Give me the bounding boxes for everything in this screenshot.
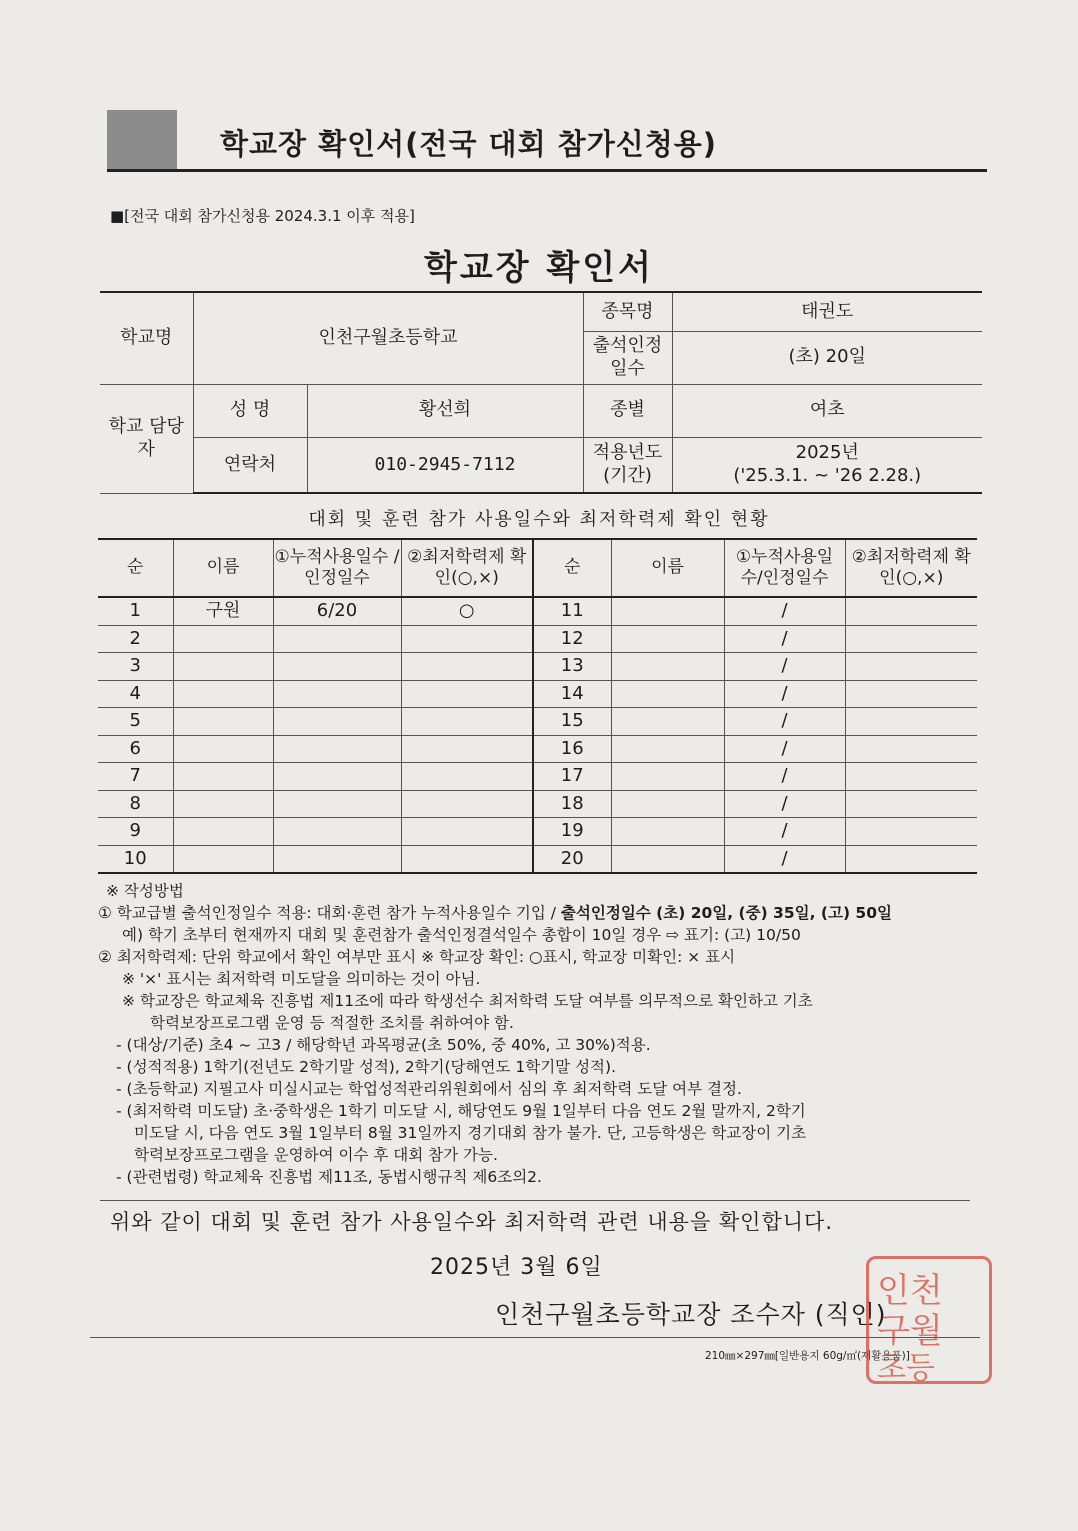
row-check: ○	[401, 597, 533, 625]
row-name	[173, 735, 273, 763]
school-label: 학교명	[100, 292, 193, 384]
col-check: ②최저학력제 확인(○,×)	[401, 539, 533, 597]
event-label: 종목명	[583, 292, 672, 331]
row-no: 9	[98, 818, 173, 846]
year-cell	[672, 437, 982, 493]
row-check	[401, 763, 533, 791]
row-name-right	[611, 845, 724, 873]
row-name	[173, 653, 273, 681]
col-check-right: ②최저학력제 확인(○,×)	[845, 539, 977, 597]
row-no: 7	[98, 763, 173, 791]
table-row	[98, 625, 977, 653]
table-row	[98, 597, 977, 625]
row-name-right	[611, 735, 724, 763]
row-check-right	[845, 625, 977, 653]
row-name-right	[611, 818, 724, 846]
note-2-sub2a: ※ 학교장은 학교체육 진흥법 제11조에 따라 학생선수 최저학력 도달 여부를 의무적으로 확인하고 기초	[122, 992, 813, 1010]
row-name	[173, 845, 273, 873]
row-days-right: /	[724, 735, 845, 763]
row-no-right: 16	[533, 735, 611, 763]
row-name-right	[611, 763, 724, 791]
row-days	[273, 845, 401, 873]
row-no: 8	[98, 790, 173, 818]
signature: 인천구월초등학교장 조수자 (직인)	[495, 1300, 887, 1329]
row-check	[401, 708, 533, 736]
table-row	[98, 653, 977, 681]
row-days	[273, 625, 401, 653]
row-check-right	[845, 790, 977, 818]
row-no: 4	[98, 680, 173, 708]
row-days: 6/20	[273, 597, 401, 625]
row-check	[401, 845, 533, 873]
row-days-right: /	[724, 653, 845, 681]
row-check	[401, 653, 533, 681]
table-row	[98, 790, 977, 818]
row-check-right	[845, 845, 977, 873]
year-value: 2025년	[795, 442, 859, 464]
table-row	[98, 845, 977, 873]
row-no: 6	[98, 735, 173, 763]
table-row	[98, 680, 977, 708]
row-name-right	[611, 597, 724, 625]
row-name-right	[611, 625, 724, 653]
row-check	[401, 790, 533, 818]
info-table	[100, 291, 982, 494]
note-2: ② 최저학력제: 단위 학교에서 확인 여부만 표시 ※ 학교장 확인: ○표시, 학교장 미확인: × 표시	[98, 948, 736, 966]
row-days	[273, 818, 401, 846]
detail-4b: 미도달 시, 다음 연도 3월 1일부터 8월 31일까지 경기대회 참가 불가. 단, 고등학생은 학교장이 기초	[134, 1124, 807, 1142]
row-check-right	[845, 818, 977, 846]
row-days-right: /	[724, 708, 845, 736]
paper-spec: 210㎜×297㎜[일반용지 60g/㎡(재활용품)]	[705, 1350, 910, 1362]
detail-4a: - (최저학력 미도달) 초·중학생은 1학기 미도달 시, 해당연도 9월 1일부터 다음 연도 2월 말까지, 2학기	[116, 1102, 806, 1120]
document-title: 학교장 확인서	[424, 248, 654, 288]
attendance-label: 출석인정 일수	[583, 331, 672, 384]
attendance-value: (초) 20일	[672, 331, 982, 384]
row-days-right: /	[724, 845, 845, 873]
record-header-row	[98, 539, 977, 597]
row-no-right: 14	[533, 680, 611, 708]
row-days-right: /	[724, 625, 845, 653]
note-1-bold: 출석인정일수 (초) 20일, (중) 35일, (고) 50일	[560, 904, 892, 922]
detail-2: - (성적적용) 1학기(전년도 2학기말 성적), 2학기(당해연도 1학기말 성적).	[116, 1058, 616, 1076]
row-days	[273, 763, 401, 791]
row-check-right	[845, 597, 977, 625]
table-row	[98, 735, 977, 763]
table-row	[98, 763, 977, 791]
row-check	[401, 735, 533, 763]
detail-5: - (관련법령) 학교체육 진흥법 제11조, 동법시행규칙 제6조의2.	[116, 1168, 542, 1186]
row-no: 2	[98, 625, 173, 653]
row-days-right: /	[724, 818, 845, 846]
notes-heading: ※ 작성방법	[106, 882, 184, 900]
col-days: ①누적사용일수 /인정일수	[273, 539, 401, 597]
contact-label: 연락처	[193, 437, 307, 493]
record-table	[98, 538, 977, 874]
row-name-right	[611, 708, 724, 736]
row-name	[173, 625, 273, 653]
section-title: 대회 및 훈련 참가 사용일수와 최저학력제 확인 현황	[308, 509, 770, 530]
detail-1: - (대상/기준) 초4 ~ 고3 / 해당학년 과목평균(초 50%, 중 40%, 고 30%)적용.	[116, 1036, 651, 1054]
row-days-right: /	[724, 790, 845, 818]
period-value: ('25.3.1. ~ '26 2.28.)	[733, 464, 922, 486]
footer-divider	[90, 1337, 980, 1338]
row-name: 구원	[173, 597, 273, 625]
row-no: 1	[98, 597, 173, 625]
row-days-right: /	[724, 597, 845, 625]
row-days	[273, 653, 401, 681]
gender-label: 종별	[583, 384, 672, 437]
row-check-right	[845, 763, 977, 791]
row-check	[401, 680, 533, 708]
note-1	[98, 902, 978, 924]
row-check	[401, 625, 533, 653]
note-1-example: 예) 학기 초부터 현재까지 대회 및 훈련참가 출석인정결석일수 총합이 10일 경우 ⇨ 표기: (고) 10/50	[122, 926, 801, 944]
row-name	[173, 708, 273, 736]
row-days	[273, 680, 401, 708]
row-check-right	[845, 735, 977, 763]
header-rule	[107, 169, 987, 172]
row-name	[173, 790, 273, 818]
note-2-sub1: ※ '×' 표시는 최저학력 미도달을 의미하는 것이 아님.	[122, 970, 481, 988]
contact-value: 010-2945-7112	[307, 437, 583, 493]
row-check-right	[845, 708, 977, 736]
school-name: 인천구월초등학교	[193, 292, 583, 384]
row-check-right	[845, 653, 977, 681]
record-body	[98, 597, 977, 873]
row-days-right: /	[724, 680, 845, 708]
row-name-right	[611, 653, 724, 681]
header-gray-box	[107, 110, 177, 170]
row-no-right: 12	[533, 625, 611, 653]
year-label: 적용년도 (기간)	[583, 437, 672, 493]
row-no: 5	[98, 708, 173, 736]
row-name	[173, 763, 273, 791]
table-row	[98, 818, 977, 846]
detail-3: - (초등학교) 지필고사 미실시교는 학업성적관리위원회에서 심의 후 최저학력 도달 여부 결정.	[116, 1080, 742, 1098]
row-check	[401, 818, 533, 846]
row-check-right	[845, 680, 977, 708]
name-label: 성 명	[193, 384, 307, 437]
row-no-right: 15	[533, 708, 611, 736]
row-days	[273, 735, 401, 763]
row-no-right: 19	[533, 818, 611, 846]
row-no-right: 13	[533, 653, 611, 681]
col-name-right: 이름	[611, 539, 724, 597]
event-value: 태권도	[672, 292, 982, 331]
row-no-right: 20	[533, 845, 611, 873]
note-1-text: ① 학교급별 출석인정일수 적용: 대회·훈련 참가 누적사용일수 기입 /	[98, 904, 561, 922]
row-no: 10	[98, 845, 173, 873]
form-subtitle: ■[전국 대회 참가신청용 2024.3.1 이후 적용]	[110, 207, 415, 225]
note-2-sub2b: 학력보장프로그램 운영 등 적절한 조치를 취하여야 함.	[150, 1014, 514, 1032]
row-no-right: 18	[533, 790, 611, 818]
row-no-right: 11	[533, 597, 611, 625]
gender-value: 여초	[672, 384, 982, 437]
detail-4c: 학력보장프로그램을 운영하여 이수 후 대회 참가 가능.	[134, 1146, 498, 1164]
row-name	[173, 818, 273, 846]
row-days	[273, 708, 401, 736]
row-name-right	[611, 790, 724, 818]
notes-divider	[100, 1200, 970, 1201]
notes	[98, 880, 978, 1188]
col-no-right: 순	[533, 539, 611, 597]
issue-date: 2025년 3월 6일	[430, 1255, 603, 1280]
header-title: 학교장 확인서(전국 대회 참가신청용)	[220, 127, 718, 161]
col-no: 순	[98, 539, 173, 597]
name-value: 황선희	[307, 384, 583, 437]
manager-label: 학교 담당자	[100, 384, 193, 493]
confirm-text: 위와 같이 대회 및 훈련 참가 사용일수와 최저학력 관련 내용을 확인합니다.	[110, 1210, 834, 1234]
official-seal-stamp: 인천 구월 초등	[866, 1256, 992, 1384]
table-row	[98, 708, 977, 736]
row-days-right: /	[724, 763, 845, 791]
row-days	[273, 790, 401, 818]
col-name: 이름	[173, 539, 273, 597]
row-no: 3	[98, 653, 173, 681]
row-name-right	[611, 680, 724, 708]
col-days-right: ①누적사용일 수/인정일수	[724, 539, 845, 597]
row-name	[173, 680, 273, 708]
row-no-right: 17	[533, 763, 611, 791]
